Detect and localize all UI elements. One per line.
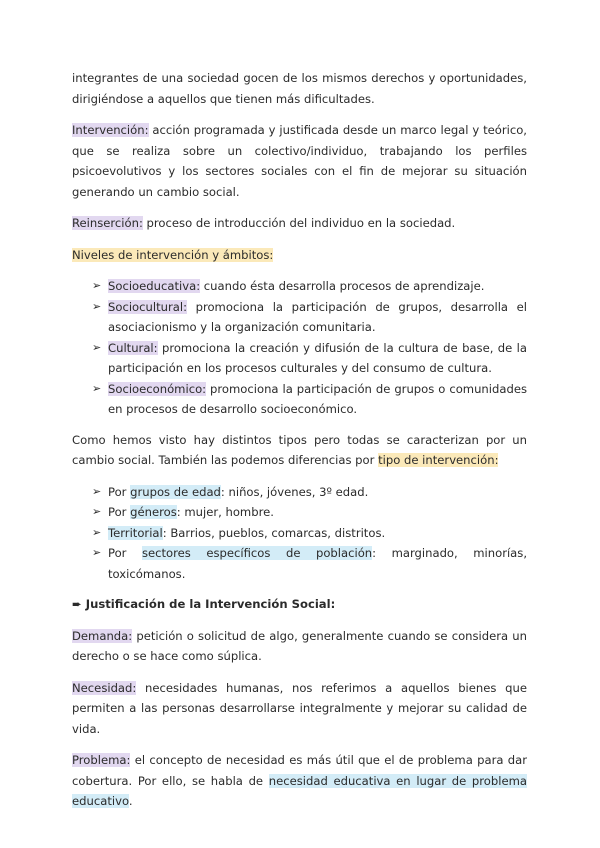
nivel-term: Socioeducativa:	[108, 279, 201, 293]
tipo-text: : Barrios, pueblos, comarcas, distritos.	[162, 525, 386, 540]
nivel-text: cuando ésta desarrolla procesos de aprendizaje.	[200, 279, 485, 293]
demanda-text: petición o solicitud de algo, generalmente cuando se considera un derecho o se hace como súplica.	[72, 628, 527, 663]
list-item	[92, 276, 527, 297]
niveles-heading-text: Niveles de intervención y ámbitos:	[72, 247, 274, 262]
list-item	[92, 502, 527, 523]
nivel-text: promociona la participación de grupos, desarrolla el asociacionismo y la organización comunitaria.	[108, 299, 527, 334]
list-item	[92, 523, 527, 544]
nivel-text: promociona la participación de grupos o comunidades en procesos de desarrollo socioeconómico.	[108, 381, 527, 416]
problema-end: .	[128, 794, 133, 808]
tipo-term: sectores específicos de población	[141, 546, 373, 560]
justificacion-heading	[72, 594, 527, 615]
demanda-paragraph	[72, 626, 527, 667]
tipos-paragraph	[72, 430, 527, 471]
tipos-text: Como hemos visto hay distintos tipos pero todas se caracterizan por un cambio social. También las podemos diferencias por	[72, 432, 527, 467]
problema-paragraph	[72, 750, 527, 812]
tipo-term: géneros	[130, 505, 177, 519]
tipo-pre: Por	[108, 505, 131, 519]
niveles-list	[72, 276, 527, 420]
problema-term: Problema:	[72, 753, 131, 767]
necesidad-text: necesidades humanas, nos referimos a aquellos bienes que permiten a las personas desarrollarse integralmente y mejorar su calidad de vida.	[72, 680, 527, 736]
list-item	[92, 338, 527, 379]
reinsercion-term: Reinserción:	[72, 216, 143, 230]
tipos-list	[72, 482, 527, 585]
intervencion-term: Intervención:	[72, 123, 149, 137]
problema-text: el concepto de necesidad es más útil que el de problema para dar cobertura. Por ello, se habla de	[72, 753, 527, 788]
arrow-bullet-icon: ➢	[92, 505, 102, 518]
arrow-bullet-icon: ➢	[92, 484, 102, 498]
reinsercion-text: proceso de introducción del individuo en la sociedad.	[142, 216, 456, 230]
intro-paragraph	[72, 68, 527, 109]
nivel-term: Sociocultural:	[108, 299, 187, 314]
intervencion-paragraph	[72, 120, 527, 202]
necesidad-term: Necesidad:	[72, 680, 137, 695]
arrow-bullet-icon: ➢	[92, 525, 102, 539]
tipo-term: grupos de edad	[130, 484, 221, 499]
tipo-text: : mujer, hombre.	[176, 505, 274, 519]
tipo-term: Territorial	[108, 525, 163, 540]
reinsercion-paragraph	[72, 213, 527, 234]
tipo-text: : marginado, minorías, toxicómanos.	[108, 546, 528, 581]
demanda-term: Demanda:	[72, 628, 133, 643]
intervencion-text: acción programada y justificada desde un marco legal y teórico, que se realiza sobre un colectivo/individuo, trabajando los perfiles psicoevolutivos y los sectores sociales con el fin de mejorar su situación generando un cambio social.	[72, 123, 527, 199]
list-item	[92, 543, 527, 584]
nivel-term: Cultural:	[108, 340, 158, 355]
arrow-bullet-icon: ➢	[92, 381, 102, 395]
problema-highlight: necesidad educativa en lugar de problema educativo	[72, 773, 527, 808]
arrow-bullet-icon: ➢	[92, 340, 102, 354]
tipo-text: : niños, jóvenes, 3º edad.	[220, 484, 369, 499]
page-content	[72, 68, 527, 823]
intro-text: integrantes de una sociedad gocen de los mismos derechos y oportunidades, dirigiéndose a aquellos que tienen más dificultades.	[72, 71, 527, 106]
list-item	[92, 297, 527, 338]
list-item	[92, 379, 527, 420]
nivel-term: Socioeconómico:	[108, 381, 207, 396]
arrow-bullet-icon: ➢	[92, 546, 102, 559]
nivel-text: promociona la creación y difusión de la cultura de base, de la participación en los procesos culturales y del consumo de cultura.	[108, 340, 527, 375]
arrow-bullet-icon: ➢	[92, 279, 102, 292]
tipo-pre: Por	[108, 484, 131, 499]
list-item	[92, 482, 527, 503]
niveles-heading	[72, 245, 527, 266]
tipos-highlight: tipo de intervención:	[378, 453, 499, 467]
necesidad-paragraph	[72, 678, 527, 740]
justificacion-title: Justificación de la Intervención Social:	[85, 597, 336, 611]
arrow-marker-icon: ➨	[72, 597, 82, 611]
arrow-bullet-icon: ➢	[92, 299, 102, 313]
tipo-pre: Por	[108, 546, 142, 560]
